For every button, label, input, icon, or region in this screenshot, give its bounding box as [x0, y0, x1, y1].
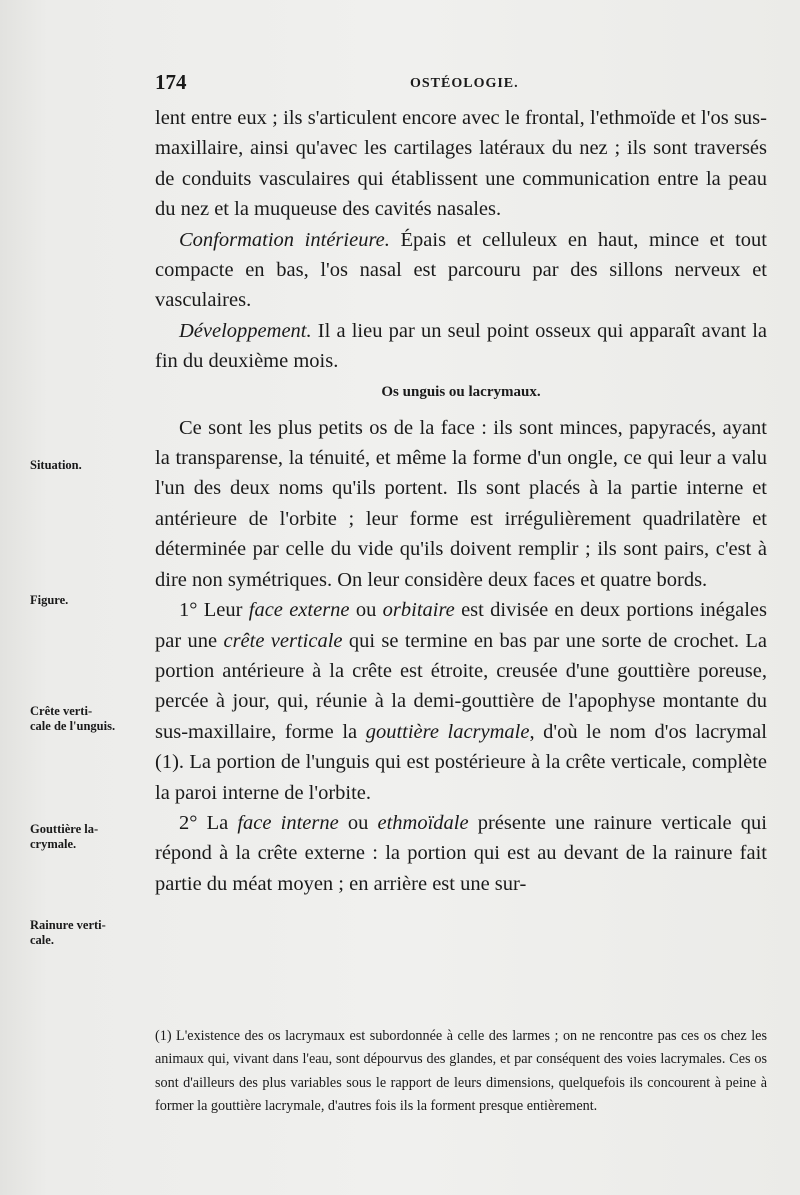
footnote-text: (1) L'existence des os lacrymaux est subordonnée à celle des larmes ; on ne rencontre pas ces os chez les animaux qui, vivant dans l'eau, sont dépourvus des glandes, et par conséquent des voies lacrymales. Ces os sont d'ailleurs des plus variables sous le rapport de leurs dimensions, quelquefois ils concourent à peine à former la gouttière lacrymale, d'autres fois ils la forment presque entièrement. [155, 1028, 767, 1115]
margin-note-situation: Situation. [30, 458, 82, 472]
paragraph-face-interne [155, 808, 767, 899]
text-run: qui se termine en bas par une sorte de crochet. La portion antérieure à la crête est étroite, creusée d'une gouttière poreuse, percée à jour, qui, réunie à la demi-gouttière de l'apophyse montante du sus-maxillaire, forme la [155, 629, 767, 743]
running-head: OSTÉOLOGIE. [410, 76, 519, 91]
subheading-os-unguis: Os unguis ou lacrymaux. [381, 383, 541, 400]
page-number: 174 [155, 70, 187, 94]
paragraph-situation: Ce sont les plus petits os de la face : ils sont minces, papyracés, ayant la transparense, la ténuité, et même la forme d'un ongle, ce qui leur a valu l'un des deux noms qu'ils portent. Ils sont placés à la partie interne et antérieure de l'orbite ; leur forme est irrégulièrement quadrilatère et déterminée par celle du vide qu'ils doivent remplir ; ils sont pairs, c'est à dire non symétriques. On leur considère deux faces et quatre bords. [155, 416, 767, 591]
text-run: présente une rainure verticale qui répond à la crête externe : la portion qui est au devant de la rainure fait partie du méat moyen ; en arrière est une sur- [155, 811, 767, 895]
text-run: ou [349, 599, 383, 622]
section-heading-developpement: Développement. [179, 319, 312, 342]
term-ethmoidale: ethmoïdale [377, 811, 469, 834]
term-face-externe: face externe [248, 599, 350, 622]
term-face-interne: face interne [237, 811, 339, 834]
main-text [155, 103, 767, 899]
term-crete-verticale: crête verticale [223, 629, 343, 652]
margin-note-crete-verticale: Crête verti- cale de l'unguis. [30, 704, 116, 733]
text-run: 1° Leur [179, 599, 249, 622]
paragraph-face-externe [155, 595, 767, 808]
page-header [155, 70, 765, 100]
text-run: est divisée en deux portions inégales par une [155, 599, 767, 652]
paragraph-nasal-continued: lent entre eux ; ils s'articulent encore avec le frontal, l'ethmoïde et l'os sus-maxillaire, ainsi qu'avec les cartilages latéraux du nez ; ils sont traversés de conduits vasculaires qui établissent une communication entre la peau du nez et la muqueuse des cavités nasales. [155, 107, 767, 221]
section-heading-conformation: Conformation intérieure. [179, 228, 390, 251]
paragraph-developpement [155, 316, 767, 377]
paragraph-conformation [155, 225, 767, 316]
paragraph-text: Il a lieu par un seul point osseux qui apparaît avant la fin du deuxième mois. [155, 319, 767, 373]
text-run: ou [338, 811, 378, 834]
term-gouttiere-lacrymale: gouttière lacrymale [365, 720, 530, 743]
margin-note-rainure-verticale: Rainure verti- cale. [30, 918, 106, 947]
margin-note-figure: Figure. [30, 593, 69, 607]
text-run: , d'où le nom d'os lacrymal (1). La portion de l'unguis qui est postérieure à la crête verticale, complète la paroi interne de l'orbite. [155, 720, 767, 804]
term-orbitaire: orbitaire [382, 599, 455, 622]
text-run: 2° La [179, 811, 238, 834]
margin-note-gouttiere-lacrymale: Gouttière la- crymale. [30, 822, 99, 851]
footnote [155, 1025, 767, 1119]
paragraph-text: Épais et celluleux en haut, mince et tout compacte en bas, l'os nasal est parcouru par des sillons nerveux et vasculaires. [155, 228, 768, 312]
